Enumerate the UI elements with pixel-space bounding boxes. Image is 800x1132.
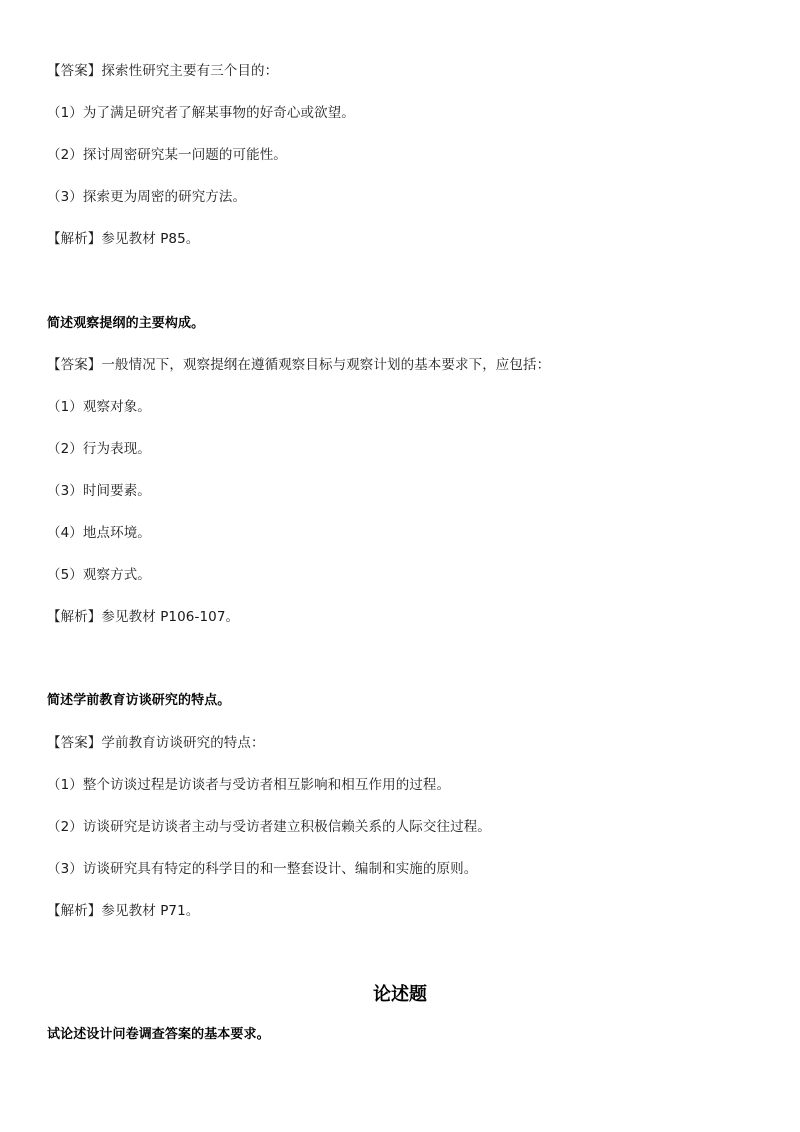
answer-item-3: （3）访谈研究具有特定的科学目的和一整套设计、编制和实施的原则。 xyxy=(47,861,478,877)
answer-item-5: （5）观察方式。 xyxy=(47,567,151,583)
analysis-text: 【解析】参见教材 P85。 xyxy=(47,231,200,247)
answer-item-1: （1）整个访谈过程是访谈者与受访者相互影响和相互作用的过程。 xyxy=(47,777,451,793)
answer-item-1: （1）为了满足研究者了解某事物的好奇心或欲望。 xyxy=(47,105,355,121)
answer-item-4: （4）地点环境。 xyxy=(47,525,151,541)
answer-intro-exploratory: 【答案】探索性研究主要有三个目的： xyxy=(47,63,279,79)
answer-item-2: （2）探讨周密研究某一问题的可能性。 xyxy=(47,147,287,163)
answer-intro-interview: 【答案】学前教育访谈研究的特点： xyxy=(47,735,265,751)
answer-item-2: （2）访谈研究是访谈者主动与受访者建立积极信赖关系的人际交往过程。 xyxy=(47,819,491,835)
answer-item-3: （3）时间要素。 xyxy=(47,483,151,499)
question-observation-outline: 简述观察提纲的主要构成。 xyxy=(47,316,205,331)
answer-item-2: （2）行为表现。 xyxy=(47,441,151,457)
analysis-text: 【解析】参见教材 P106-107。 xyxy=(47,609,240,625)
question-questionnaire-requirements: 试论述设计问卷调查答案的基本要求。 xyxy=(47,1027,270,1042)
analysis-text: 【解析】参见教材 P71。 xyxy=(47,903,200,919)
answer-intro-observation: 【答案】一般情况下，观察提纲在遵循观察目标与观察计划的基本要求下，应包括： xyxy=(47,357,551,373)
section-title-essay: 论述题 xyxy=(373,984,427,1005)
answer-item-3: （3）探索更为周密的研究方法。 xyxy=(47,189,247,205)
question-interview-features: 简述学前教育访谈研究的特点。 xyxy=(47,693,231,708)
answer-item-1: （1）观察对象。 xyxy=(47,399,151,415)
